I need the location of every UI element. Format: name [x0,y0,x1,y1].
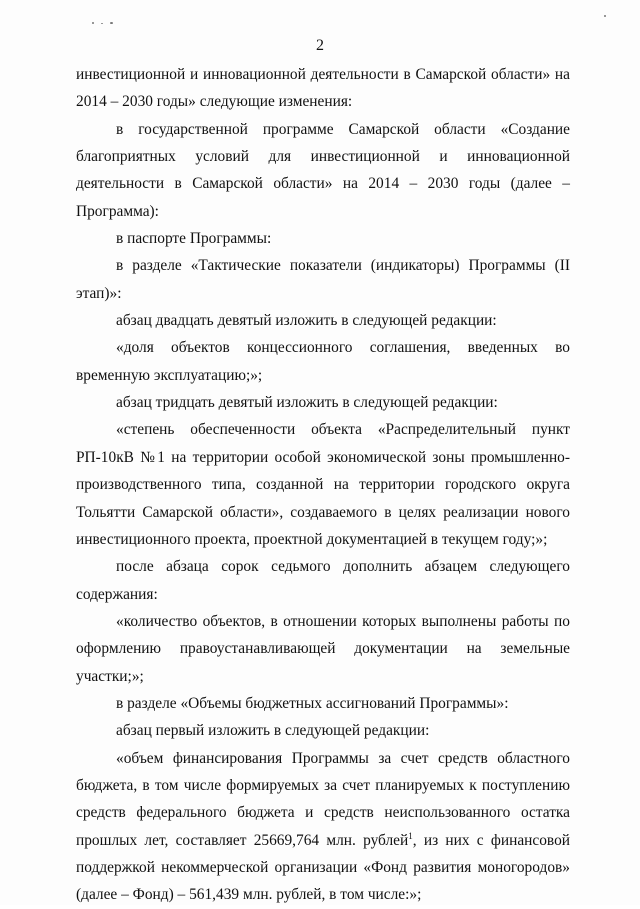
paragraph: в паспорте Программы: [116,230,272,248]
paragraph: в государственной программе Самарской области «Создание благоприятных условий для инвестиционной и инновационной деятельности в Самарской области» на 2014 – 2030 годы (далее – Программа): [76,120,570,220]
paragraph: «доля объектов концессионного соглашения, введенных во временную эксплуатацию;»; [76,339,570,384]
paragraph-financing [76,745,570,909]
paragraph: «количество объектов, в отношении которых выполнены работы по оформлению правоустанавливающей документации на земельные участки;»; [76,612,570,685]
scan-speck [101,23,103,24]
paragraph: абзац двадцать девятый изложить в следующей редакции: [116,312,497,330]
footnote-mark: 1 [408,830,413,841]
scan-speck [604,15,606,17]
paragraph: после абзаца сорок седьмого дополнить абзацем следующего содержания: [76,558,570,603]
paragraph: абзац тридцать девятый изложить в следующей редакции: [116,394,498,412]
scan-speck [92,22,94,24]
paragraph: «степень обеспеченности объекта «Распределительный пункт РП-10кВ №1 на территории особой экономической зоны промышленно-производственного типа, созданной на территории городского округа Тольятти Самарской области», создаваемого в целях реализации нового инвестиционного проекта, проектной документацией в текущем году;»; [76,421,570,548]
paragraph: в разделе «Тактические показатели (индикаторы) Программы (II этап)»: [76,257,570,302]
scan-speck [110,22,113,24]
financing-text: «объем финансирования Программы за счет средств областного бюджета, в том числе формируемых за счет планируемых к поступлению средств федерального бюджета и средств неиспользованного остатка прошлых лет, составляет 25669,764 млн. рублей [76,749,570,849]
page-number: 2 [316,37,324,54]
paragraph: в разделе «Объемы бюджетных ассигнований Программы»: [116,694,509,712]
paragraph: инвестиционной и инновационной деятельности в Самарской области» на 2014 – 2030 годы» следующие изменения: [76,66,570,111]
document-body [76,61,570,909]
paragraph: абзац первый изложить в следующей редакции: [116,722,430,740]
financing-text-continued: , из них с финансовой поддержкой некоммерческой организации «Фонд развития моногородов» (далее – Фонд) – 561,439 млн. рублей, в том числе:»; [76,831,571,904]
